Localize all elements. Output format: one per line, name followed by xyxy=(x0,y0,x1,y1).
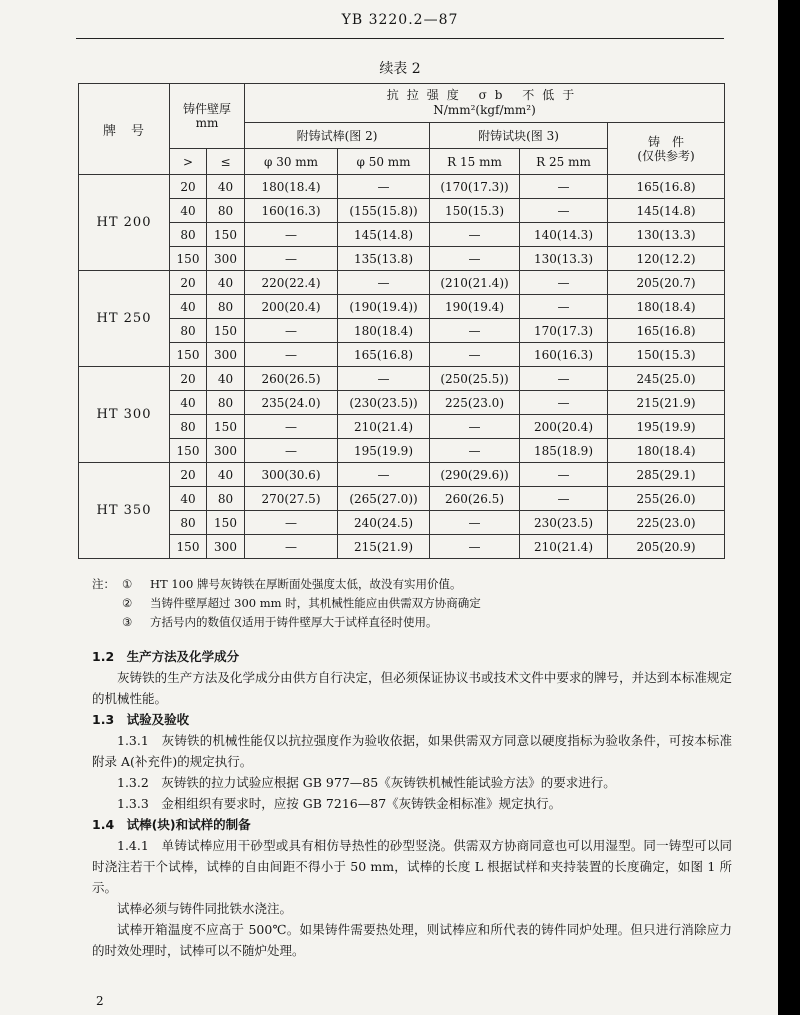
table-cell: 20 xyxy=(170,175,207,199)
table-cell: 225(23.0) xyxy=(430,391,520,415)
table-cell: 220(22.4) xyxy=(245,271,338,295)
tensile-strength-table xyxy=(78,83,725,559)
table-cell: — xyxy=(430,415,520,439)
table-cell: — xyxy=(245,439,338,463)
table-cell: 300 xyxy=(207,439,245,463)
table-cell: — xyxy=(245,343,338,367)
table-cell: 150 xyxy=(170,439,207,463)
table-cell: 205(20.9) xyxy=(608,535,725,559)
table-cell: 140(14.3) xyxy=(520,223,608,247)
table-cell: 40 xyxy=(207,175,245,199)
table-cell: 215(21.9) xyxy=(338,535,430,559)
table-cell: 20 xyxy=(170,463,207,487)
table-cell: 205(20.7) xyxy=(608,271,725,295)
table-row xyxy=(79,439,725,463)
table-cell: — xyxy=(338,367,430,391)
table-cell: 160(16.3) xyxy=(520,343,608,367)
le-header: ≤ xyxy=(207,149,245,175)
table-cell: — xyxy=(245,223,338,247)
section-1-2-heading: 1.2 生产方法及化学成分 xyxy=(92,649,240,664)
table-cell: (250(25.5)) xyxy=(430,367,520,391)
table-cell: 80 xyxy=(207,391,245,415)
table-cell: 80 xyxy=(170,319,207,343)
sub-header-r25: R 25 mm xyxy=(520,149,608,175)
table-cell: 180(18.4) xyxy=(608,439,725,463)
table-row xyxy=(79,223,725,247)
table-cell: 150(15.3) xyxy=(430,199,520,223)
bar-group-header: 附铸试棒(图 2) xyxy=(245,123,430,149)
table-cell: — xyxy=(245,511,338,535)
table-cell: 170(17.3) xyxy=(520,319,608,343)
table-cell: 285(29.1) xyxy=(608,463,725,487)
table-cell: 130(13.3) xyxy=(520,247,608,271)
table-cell: 270(27.5) xyxy=(245,487,338,511)
table-cell: 40 xyxy=(170,391,207,415)
table-cell: — xyxy=(338,463,430,487)
strength-header: 抗拉强度 σb 不低于 N/mm²(kgf/mm²) xyxy=(245,84,725,123)
table-cell: 185(18.9) xyxy=(520,439,608,463)
standard-code: YB 3220.2—87 xyxy=(341,12,459,28)
table-cell: 300 xyxy=(207,535,245,559)
clause-1-4-1: 1.4.1 单铸试棒应用干砂型或具有相仿导热性的砂型竖浇。供需双方协商同意也可以用湿型。同一铸型可以同时浇注若干个试棒，试棒的自由间距不得小于 50 mm，试棒的长度 L 根据试样和夹持装置的长度确定，如图 1 所示。 xyxy=(92,838,732,895)
table-cell: 180(18.4) xyxy=(245,175,338,199)
table-cell: 150 xyxy=(170,343,207,367)
table-cell: 40 xyxy=(170,199,207,223)
table-cell: — xyxy=(430,343,520,367)
thickness-header: 铸件壁厚 mm xyxy=(170,84,245,149)
note-2: ② 当铸件壁厚超过 300 mm 时，其机械性能应由供需双方协商确定 xyxy=(122,596,481,610)
table-caption: 续表 2 xyxy=(379,61,421,77)
table-cell: — xyxy=(520,199,608,223)
table-cell: 180(18.4) xyxy=(338,319,430,343)
sub-header-r15: R 15 mm xyxy=(430,149,520,175)
table-row xyxy=(79,319,725,343)
block-group-header: 附铸试块(图 3) xyxy=(430,123,608,149)
table-cell: 215(21.9) xyxy=(608,391,725,415)
table-cell: 40 xyxy=(207,367,245,391)
casting-header: 铸 件 (仅供参考) xyxy=(608,123,725,175)
table-cell: 20 xyxy=(170,367,207,391)
sub-header-phi50: φ 50 mm xyxy=(338,149,430,175)
table-row xyxy=(79,487,725,511)
grade-cell: HT 200 xyxy=(79,175,170,271)
table-cell: 150 xyxy=(207,415,245,439)
table-cell: — xyxy=(430,247,520,271)
table-cell: — xyxy=(520,175,608,199)
table-cell: 180(18.4) xyxy=(608,295,725,319)
table-cell: — xyxy=(430,319,520,343)
table-cell: (230(23.5)) xyxy=(338,391,430,415)
table-cell: — xyxy=(245,247,338,271)
table-cell: 80 xyxy=(170,415,207,439)
table-cell: — xyxy=(520,295,608,319)
table-cell: — xyxy=(430,535,520,559)
header-rule xyxy=(76,38,724,39)
table-cell: 150 xyxy=(207,223,245,247)
table-cell: 80 xyxy=(170,511,207,535)
table-row xyxy=(79,271,725,295)
clause-1-3-2: 1.3.2 灰铸铁的拉力试验应根据 GB 977—85《灰铸铁机械性能试验方法》的要求进行。 xyxy=(117,775,616,790)
table-cell: (155(15.8)) xyxy=(338,199,430,223)
table-cell: 135(13.8) xyxy=(338,247,430,271)
table-cell: — xyxy=(430,511,520,535)
table-cell: 165(16.8) xyxy=(338,343,430,367)
table-cell: 150(15.3) xyxy=(608,343,725,367)
table-cell: 130(13.3) xyxy=(608,223,725,247)
table-row xyxy=(79,199,725,223)
gt-header: > xyxy=(170,149,207,175)
table-cell: 210(21.4) xyxy=(520,535,608,559)
table-cell: 235(24.0) xyxy=(245,391,338,415)
table-cell: 260(26.5) xyxy=(430,487,520,511)
table-row xyxy=(79,511,725,535)
table-row xyxy=(79,367,725,391)
table-cell: 80 xyxy=(170,223,207,247)
note-3: ③ 方括号内的数值仅适用于铸件壁厚大于试样直径时使用。 xyxy=(122,615,438,629)
section-1-3-heading: 1.3 试验及验收 xyxy=(92,712,190,727)
table-cell: — xyxy=(430,223,520,247)
table-row xyxy=(79,463,725,487)
table-cell: — xyxy=(245,319,338,343)
table-cell: (290(29.6)) xyxy=(430,463,520,487)
table-cell: 300 xyxy=(207,343,245,367)
page-number: 2 xyxy=(96,994,104,1008)
table-cell: 20 xyxy=(170,271,207,295)
table-cell: — xyxy=(520,463,608,487)
table-cell: — xyxy=(520,271,608,295)
table-cell: 245(25.0) xyxy=(608,367,725,391)
table-cell: 80 xyxy=(207,199,245,223)
table-cell: 145(14.8) xyxy=(608,199,725,223)
grade-header: 牌 号 xyxy=(79,84,170,175)
sub-header-phi30: φ 30 mm xyxy=(245,149,338,175)
table-cell: 80 xyxy=(207,295,245,319)
table-cell: 300 xyxy=(207,247,245,271)
paragraph-same-batch: 试棒必须与铸件同批铁水浇注。 xyxy=(117,901,293,916)
table-cell: 210(21.4) xyxy=(338,415,430,439)
table-row xyxy=(79,343,725,367)
table-cell: — xyxy=(338,175,430,199)
table-cell: 260(26.5) xyxy=(245,367,338,391)
table-cell: 195(19.9) xyxy=(608,415,725,439)
table-row xyxy=(79,295,725,319)
table-cell: (210(21.4)) xyxy=(430,271,520,295)
table-cell: 40 xyxy=(170,295,207,319)
table-cell: 165(16.8) xyxy=(608,175,725,199)
table-row xyxy=(79,415,725,439)
table-cell: (265(27.0)) xyxy=(338,487,430,511)
section-1-4-heading: 1.4 试棒(块)和试样的制备 xyxy=(92,817,251,832)
table-cell: 165(16.8) xyxy=(608,319,725,343)
table-cell: 120(12.2) xyxy=(608,247,725,271)
table-cell: (190(19.4)) xyxy=(338,295,430,319)
table-cell: 150 xyxy=(207,511,245,535)
section-1-2-paragraph: 灰铸铁的生产方法及化学成分由供方自行决定，但必须保证协议书或技术文件中要求的牌号，并达到本标准规定的机械性能。 xyxy=(92,670,732,706)
table-row xyxy=(79,247,725,271)
table-cell: — xyxy=(245,415,338,439)
table-cell: 240(24.5) xyxy=(338,511,430,535)
table-row xyxy=(79,175,725,199)
table-cell: — xyxy=(430,439,520,463)
table-cell: 200(20.4) xyxy=(245,295,338,319)
table-cell: — xyxy=(520,367,608,391)
table-cell: — xyxy=(245,535,338,559)
grade-cell: HT 300 xyxy=(79,367,170,463)
table-row xyxy=(79,391,725,415)
body-text xyxy=(92,646,732,961)
table-cell: 225(23.0) xyxy=(608,511,725,535)
table-cell: (170(17.3)) xyxy=(430,175,520,199)
note-1: 注： ① HT 100 牌号灰铸铁在厚断面处强度太低，故没有实用价值。 xyxy=(92,577,462,591)
table-cell: — xyxy=(338,271,430,295)
table-cell: 190(19.4) xyxy=(430,295,520,319)
table-cell: 200(20.4) xyxy=(520,415,608,439)
table-cell: 255(26.0) xyxy=(608,487,725,511)
table-cell: 40 xyxy=(207,271,245,295)
table-cell: 300(30.6) xyxy=(245,463,338,487)
clause-1-3-3: 1.3.3 金相组织有要求时，应按 GB 7216—87《灰铸铁金相标准》规定执行。 xyxy=(117,796,562,811)
table-cell: 230(23.5) xyxy=(520,511,608,535)
table-cell: — xyxy=(520,487,608,511)
table-cell: 150 xyxy=(170,535,207,559)
table-cell: 40 xyxy=(207,463,245,487)
table-cell: 40 xyxy=(170,487,207,511)
table-cell: 195(19.9) xyxy=(338,439,430,463)
table-cell: — xyxy=(520,391,608,415)
table-notes xyxy=(92,575,481,632)
table-cell: 160(16.3) xyxy=(245,199,338,223)
grade-cell: HT 350 xyxy=(79,463,170,559)
clause-1-3-1: 1.3.1 灰铸铁的机械性能仅以抗拉强度作为验收依据，如果供需双方同意以硬度指标为验收条件，可按本标准附录 A(补充件)的规定执行。 xyxy=(92,733,732,769)
paragraph-heat-treatment: 试棒开箱温度不应高于 500℃。如果铸件需要热处理，则试棒应和所代表的铸件同炉处理。但只进行消除应力的时效处理时，试棒可以不随炉处理。 xyxy=(92,922,732,958)
table-body xyxy=(79,175,725,559)
table-cell: 150 xyxy=(207,319,245,343)
table-cell: 80 xyxy=(207,487,245,511)
table-cell: 145(14.8) xyxy=(338,223,430,247)
scan-border xyxy=(778,0,800,1015)
table-cell: 150 xyxy=(170,247,207,271)
table-row xyxy=(79,535,725,559)
grade-cell: HT 250 xyxy=(79,271,170,367)
